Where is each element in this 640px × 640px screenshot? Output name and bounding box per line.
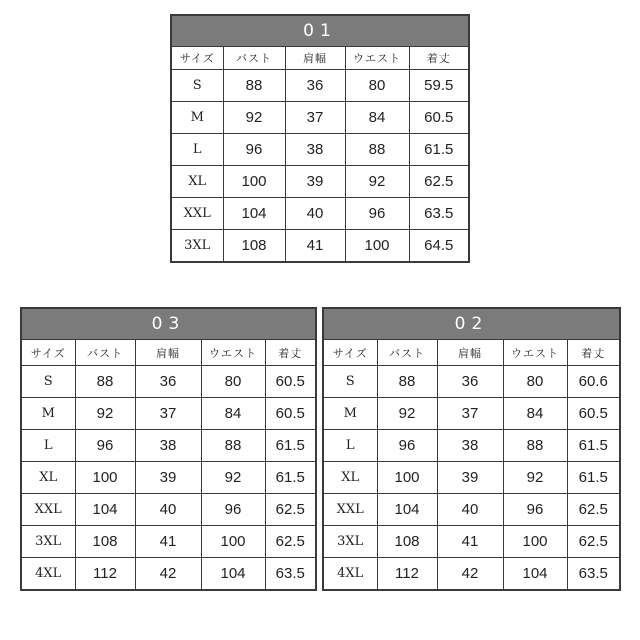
- cell-waist: 92: [345, 166, 409, 198]
- cell-shoulder: 38: [135, 430, 201, 462]
- cell-size: XL: [323, 462, 377, 494]
- cell-waist: 96: [201, 494, 265, 526]
- cell-waist: 104: [201, 558, 265, 591]
- cell-length: 62.5: [567, 526, 620, 558]
- cell-size: L: [323, 430, 377, 462]
- cell-waist: 100: [345, 230, 409, 263]
- header-waist: ウエスト: [201, 340, 265, 366]
- table-row: [21, 558, 316, 591]
- cell-bust: 92: [377, 398, 437, 430]
- cell-shoulder: 39: [285, 166, 345, 198]
- size-table-03: [20, 307, 317, 591]
- table-row: [21, 366, 316, 398]
- cell-length: 60.5: [567, 398, 620, 430]
- cell-waist: 88: [345, 134, 409, 166]
- cell-size: M: [323, 398, 377, 430]
- cell-length: 62.5: [409, 166, 469, 198]
- cell-waist: 92: [503, 462, 567, 494]
- cell-bust: 112: [75, 558, 135, 591]
- cell-length: 60.5: [409, 102, 469, 134]
- cell-bust: 96: [75, 430, 135, 462]
- cell-waist: 80: [201, 366, 265, 398]
- table-row: [323, 462, 620, 494]
- cell-bust: 96: [377, 430, 437, 462]
- cell-waist: 88: [201, 430, 265, 462]
- cell-waist: 104: [503, 558, 567, 591]
- cell-shoulder: 41: [437, 526, 503, 558]
- cell-length: 62.5: [265, 494, 316, 526]
- cell-shoulder: 38: [285, 134, 345, 166]
- header-length: 着丈: [409, 47, 469, 70]
- table-row: [21, 494, 316, 526]
- cell-size: XXL: [171, 198, 223, 230]
- header-bust: バスト: [75, 340, 135, 366]
- cell-bust: 100: [223, 166, 285, 198]
- cell-shoulder: 38: [437, 430, 503, 462]
- table-title: 02: [323, 308, 620, 340]
- cell-size: S: [323, 366, 377, 398]
- header-bust: バスト: [377, 340, 437, 366]
- header-size: サイズ: [21, 340, 75, 366]
- cell-waist: 100: [503, 526, 567, 558]
- cell-length: 59.5: [409, 70, 469, 102]
- cell-shoulder: 39: [437, 462, 503, 494]
- cell-waist: 96: [503, 494, 567, 526]
- table-row: [323, 430, 620, 462]
- cell-length: 63.5: [567, 558, 620, 591]
- table-row: [323, 526, 620, 558]
- cell-length: 61.5: [265, 462, 316, 494]
- cell-size: 4XL: [21, 558, 75, 591]
- cell-length: 62.5: [567, 494, 620, 526]
- cell-bust: 100: [75, 462, 135, 494]
- cell-shoulder: 39: [135, 462, 201, 494]
- header-bust: バスト: [223, 47, 285, 70]
- cell-waist: 84: [345, 102, 409, 134]
- table-row: [323, 366, 620, 398]
- header-size: サイズ: [171, 47, 223, 70]
- cell-waist: 80: [503, 366, 567, 398]
- cell-length: 62.5: [265, 526, 316, 558]
- header-shoulder: 肩幅: [135, 340, 201, 366]
- table-title: 01: [171, 15, 469, 47]
- cell-waist: 84: [503, 398, 567, 430]
- cell-shoulder: 40: [437, 494, 503, 526]
- cell-bust: 88: [377, 366, 437, 398]
- cell-shoulder: 36: [285, 70, 345, 102]
- cell-size: 4XL: [323, 558, 377, 591]
- header-waist: ウエスト: [503, 340, 567, 366]
- cell-bust: 108: [223, 230, 285, 263]
- cell-bust: 96: [223, 134, 285, 166]
- cell-size: XL: [171, 166, 223, 198]
- cell-size: L: [21, 430, 75, 462]
- cell-bust: 108: [75, 526, 135, 558]
- cell-size: S: [171, 70, 223, 102]
- cell-size: M: [21, 398, 75, 430]
- cell-size: XXL: [21, 494, 75, 526]
- cell-shoulder: 42: [437, 558, 503, 591]
- cell-length: 64.5: [409, 230, 469, 263]
- cell-shoulder: 37: [135, 398, 201, 430]
- cell-size: XXL: [323, 494, 377, 526]
- cell-shoulder: 37: [285, 102, 345, 134]
- size-table-01: [170, 14, 470, 263]
- table-row: [21, 462, 316, 494]
- table-row: [21, 526, 316, 558]
- cell-bust: 92: [75, 398, 135, 430]
- cell-waist: 92: [201, 462, 265, 494]
- header-row: [323, 340, 620, 366]
- cell-shoulder: 36: [437, 366, 503, 398]
- table-row: [21, 430, 316, 462]
- table-row: [171, 230, 469, 263]
- cell-waist: 88: [503, 430, 567, 462]
- header-size: サイズ: [323, 340, 377, 366]
- cell-size: S: [21, 366, 75, 398]
- cell-size: 3XL: [323, 526, 377, 558]
- cell-waist: 84: [201, 398, 265, 430]
- table-row: [171, 102, 469, 134]
- cell-size: M: [171, 102, 223, 134]
- cell-size: L: [171, 134, 223, 166]
- cell-length: 60.5: [265, 398, 316, 430]
- header-row: [21, 340, 316, 366]
- cell-length: 61.5: [409, 134, 469, 166]
- table-row: [171, 134, 469, 166]
- header-length: 着丈: [567, 340, 620, 366]
- cell-length: 60.6: [567, 366, 620, 398]
- cell-length: 63.5: [409, 198, 469, 230]
- cell-length: 61.5: [567, 430, 620, 462]
- table-row: [171, 198, 469, 230]
- cell-shoulder: 36: [135, 366, 201, 398]
- table-title: 03: [21, 308, 316, 340]
- header-row: [171, 47, 469, 70]
- cell-bust: 88: [75, 366, 135, 398]
- cell-bust: 100: [377, 462, 437, 494]
- header-shoulder: 肩幅: [437, 340, 503, 366]
- header-waist: ウエスト: [345, 47, 409, 70]
- cell-shoulder: 40: [285, 198, 345, 230]
- size-table-02: [322, 307, 621, 591]
- cell-length: 61.5: [567, 462, 620, 494]
- header-shoulder: 肩幅: [285, 47, 345, 70]
- table-row: [21, 398, 316, 430]
- cell-bust: 104: [75, 494, 135, 526]
- cell-bust: 112: [377, 558, 437, 591]
- table-row: [171, 70, 469, 102]
- cell-waist: 100: [201, 526, 265, 558]
- cell-bust: 104: [377, 494, 437, 526]
- cell-shoulder: 37: [437, 398, 503, 430]
- cell-length: 61.5: [265, 430, 316, 462]
- table-row: [323, 494, 620, 526]
- cell-waist: 96: [345, 198, 409, 230]
- cell-bust: 104: [223, 198, 285, 230]
- cell-bust: 108: [377, 526, 437, 558]
- cell-length: 60.5: [265, 366, 316, 398]
- cell-size: XL: [21, 462, 75, 494]
- cell-bust: 92: [223, 102, 285, 134]
- table-row: [323, 398, 620, 430]
- cell-size: 3XL: [171, 230, 223, 263]
- cell-shoulder: 41: [285, 230, 345, 263]
- cell-waist: 80: [345, 70, 409, 102]
- table-row: [171, 166, 469, 198]
- cell-shoulder: 40: [135, 494, 201, 526]
- cell-shoulder: 41: [135, 526, 201, 558]
- cell-shoulder: 42: [135, 558, 201, 591]
- cell-size: 3XL: [21, 526, 75, 558]
- table-row: [323, 558, 620, 591]
- cell-length: 63.5: [265, 558, 316, 591]
- cell-bust: 88: [223, 70, 285, 102]
- header-length: 着丈: [265, 340, 316, 366]
